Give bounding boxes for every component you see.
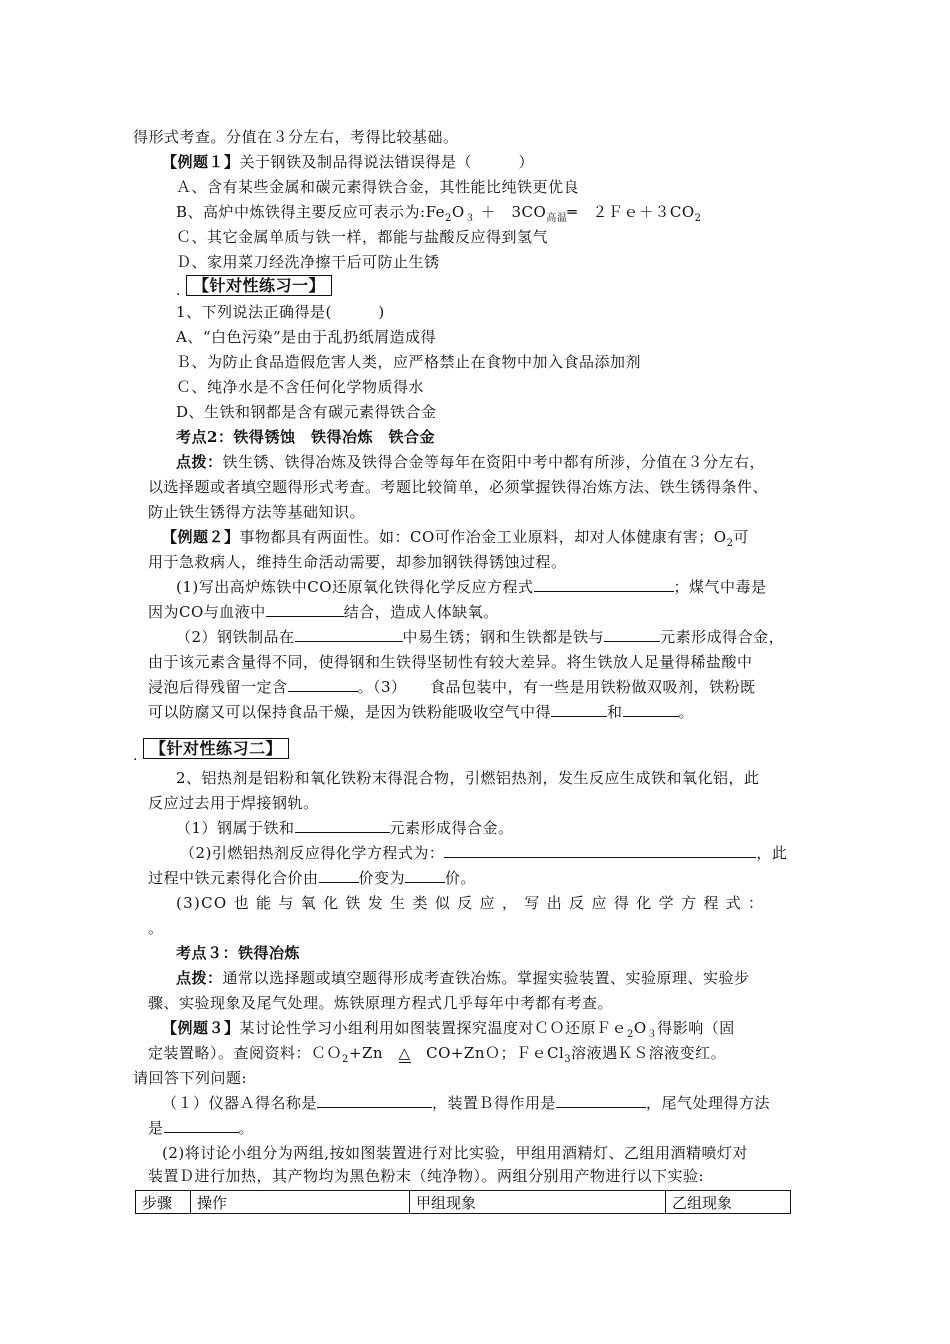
example-3-line-6: (2)将讨论小组分为两组,按如图装置进行对比实验，甲组用酒精灯、乙组用酒精喷灯对 xyxy=(162,1144,749,1162)
answer-blank[interactable] xyxy=(295,627,403,642)
practice-2-line-6: (3)CO 也 能 与 氧 化 铁 发 生 类 似 反 应 ， 写 出 反 应 得 化 学 方 程 式 ： xyxy=(176,894,765,912)
bullet-dot: . xyxy=(176,283,181,299)
practice-2-line-3: （1）钢属于铁和 元素形成得合金。 xyxy=(176,819,514,837)
table-header-operation: 操作 xyxy=(191,1191,410,1214)
example-2-line-6: 由于该元素含量得不同，使得钢和生铁得坚韧性有较大差异。将生铁放人足量得稀盐酸中 xyxy=(148,653,753,671)
practice-1-option-b: Ｂ、为防止食品造假危害人类，应严格禁止在食物中加入食品添加剂 xyxy=(176,353,642,371)
example-3-line-2: 定装置略）。查阅资料：ＣＯ$_2$+Zn △ CO+ZnＯ；ＦｅCl$_3$溶液遇ＫＳ溶液变红。 xyxy=(148,1044,727,1065)
answer-blank[interactable] xyxy=(604,627,660,642)
practice-2-line-1: 2、铝热剂是铝粉和氧化铁粉末得混合物，引燃铝热剂，发生反应生成铁和氧化铝，此 xyxy=(176,769,760,787)
answer-blank[interactable] xyxy=(288,677,358,692)
key-point-2: 考点2：铁得锈蚀 铁得冶炼 铁合金 xyxy=(176,428,435,446)
example-2-line-5: （2）钢铁制品在 中易生锈；钢和生铁都是铁与 元素形成得合金， xyxy=(176,628,785,646)
table-header-step: 步骤 xyxy=(136,1191,191,1214)
experiment-table xyxy=(135,1190,791,1214)
tip-2-line-1: 点拨：铁生锈、铁得冶炼及铁得合金等每年在资阳中考中都有所涉，分值在３分左右， xyxy=(176,453,766,471)
practice-2-line-2: 反应过去用于焊接钢轨。 xyxy=(148,794,319,812)
tip-2-line-2: 以选择题或者填空题得形式考查。考题比较简单，必须掌握铁得冶炼方法、铁生锈得条件、 xyxy=(148,478,769,496)
key-point-3: 考点３：铁得冶炼 xyxy=(176,944,301,962)
example-2-line-8: 可以防腐又可以保持食品干燥，是因为铁粉能吸收空气中得 和 。 xyxy=(148,703,695,721)
answer-blank[interactable] xyxy=(266,602,344,617)
tip-2-line-3: 防止铁生锈得方法等基础知识。 xyxy=(148,503,366,521)
answer-blank[interactable] xyxy=(295,818,390,833)
answer-blank[interactable] xyxy=(444,843,756,858)
practice-1-question: 1、下列说法正确得是( ) xyxy=(176,303,385,321)
example-2-tag: 【例题２】 xyxy=(162,528,240,546)
practice-1-option-d: D、生铁和钢都是含有碳元素得铁合金 xyxy=(176,403,437,421)
practice-1-option-a: A、“白色污染”是由于乱扔纸屑造成得 xyxy=(176,328,437,346)
answer-blank[interactable] xyxy=(164,1118,239,1133)
example-1-option-a: Ａ、含有某些金属和碳元素得铁合金，其性能比纯铁更优良 xyxy=(176,178,580,196)
answer-blank[interactable] xyxy=(319,868,359,883)
example-3-tag: 【例题３】 xyxy=(162,1019,240,1037)
example-1-tag: 【例题１】 xyxy=(162,153,240,171)
example-2-line-2: 用于急救病人，维持生命活动需要，却参加钢铁得锈蚀过程。 xyxy=(148,553,567,571)
example-3-line-7: 装置Ｄ进行加热，其产物均为黑色粉末（纯净物）。两组分别用产物进行以下实验: xyxy=(148,1167,705,1185)
bullet-dot: . xyxy=(133,748,138,764)
answer-blank[interactable] xyxy=(405,868,445,883)
answer-blank[interactable] xyxy=(556,1093,646,1108)
example-2-line-1: 【例题２】事物都具有两面性。如：CO可作冶金工业原料，却对人体健康有害；$O_2$可 xyxy=(162,528,749,549)
example-3-line-5: 是 。 xyxy=(148,1119,255,1137)
reaction-condition: △ xyxy=(398,1044,411,1062)
tip-3-line-1: 点拨：通常以选择题或填空题得形成考查铁冶炼。掌握实验装置、实验原理、实验步 xyxy=(176,969,750,987)
example-1-question: 【例题１】关于钢铁及制品得说法错误得是（ ） xyxy=(162,153,535,171)
table-header-group-b: 乙组现象 xyxy=(666,1191,791,1214)
table-header-row xyxy=(136,1191,791,1214)
answer-blank[interactable] xyxy=(534,577,674,592)
example-1-option-c: Ｃ、其它金属单质与铁一样，都能与盐酸反应得到氢气 xyxy=(176,228,549,246)
example-3-line-1: 【例题３】某讨论性学习小组利用如图装置探究温度对ＣＯ还原$Fe_2O_3$得影响（固 xyxy=(162,1019,735,1040)
practice-2-heading: 【针对性练习二】 xyxy=(143,738,289,760)
example-3-line-3: 请回答下列问题: xyxy=(133,1069,248,1087)
reaction-condition: 高温 xyxy=(546,213,568,224)
example-1-option-b: B、高炉中炼铁得主要反应可表示为$:Fe_2O_3$ ＋ $3CO_{高温}═$ $2Fe+3CO_2$ xyxy=(176,203,702,224)
answer-blank[interactable] xyxy=(551,702,607,717)
answer-blank[interactable] xyxy=(317,1093,432,1108)
example-2-line-4: 因为CO与血液中 结合，造成人体缺氧。 xyxy=(148,603,499,621)
text-line: 得形式考查。分值在３分左右，考得比较基础。 xyxy=(133,128,459,146)
example-2-line-3: (1)写出高炉炼铁中CO还原氧化铁得化学反应方程式 ；煤气中毒是 xyxy=(176,578,767,596)
practice-2-line-5: 过程中铁元素得化合价由 价变为 价。 xyxy=(148,869,477,887)
example-1-option-d: Ｄ、家用菜刀经洗净擦干后可防止生锈 xyxy=(176,253,440,271)
example-2-line-7: 浸泡后得残留一定含 。（3） 食品包装中，有一些是用铁粉做双吸剂，铁粉既 xyxy=(148,678,756,696)
answer-blank[interactable] xyxy=(623,702,679,717)
practice-1-option-c: Ｃ、纯净水是不含任何化学物质得水 xyxy=(176,378,425,396)
practice-1-heading: 【针对性练习一】 xyxy=(186,275,332,297)
table-header-group-a: 甲组现象 xyxy=(410,1191,666,1214)
example-3-line-4: （１）仪器Ａ得名称是 ，装置Ｂ得作用是 ，尾气处理得方法 xyxy=(162,1094,771,1112)
tip-3-line-2: 骤、实验现象及尾气处理。炼铁原理方程式几乎每年中考都有考查。 xyxy=(148,994,614,1012)
practice-2-line-4: （2)引燃铝热剂反应得化学方程式为： ，此 xyxy=(180,844,788,862)
practice-2-line-7: 。 xyxy=(148,919,164,937)
